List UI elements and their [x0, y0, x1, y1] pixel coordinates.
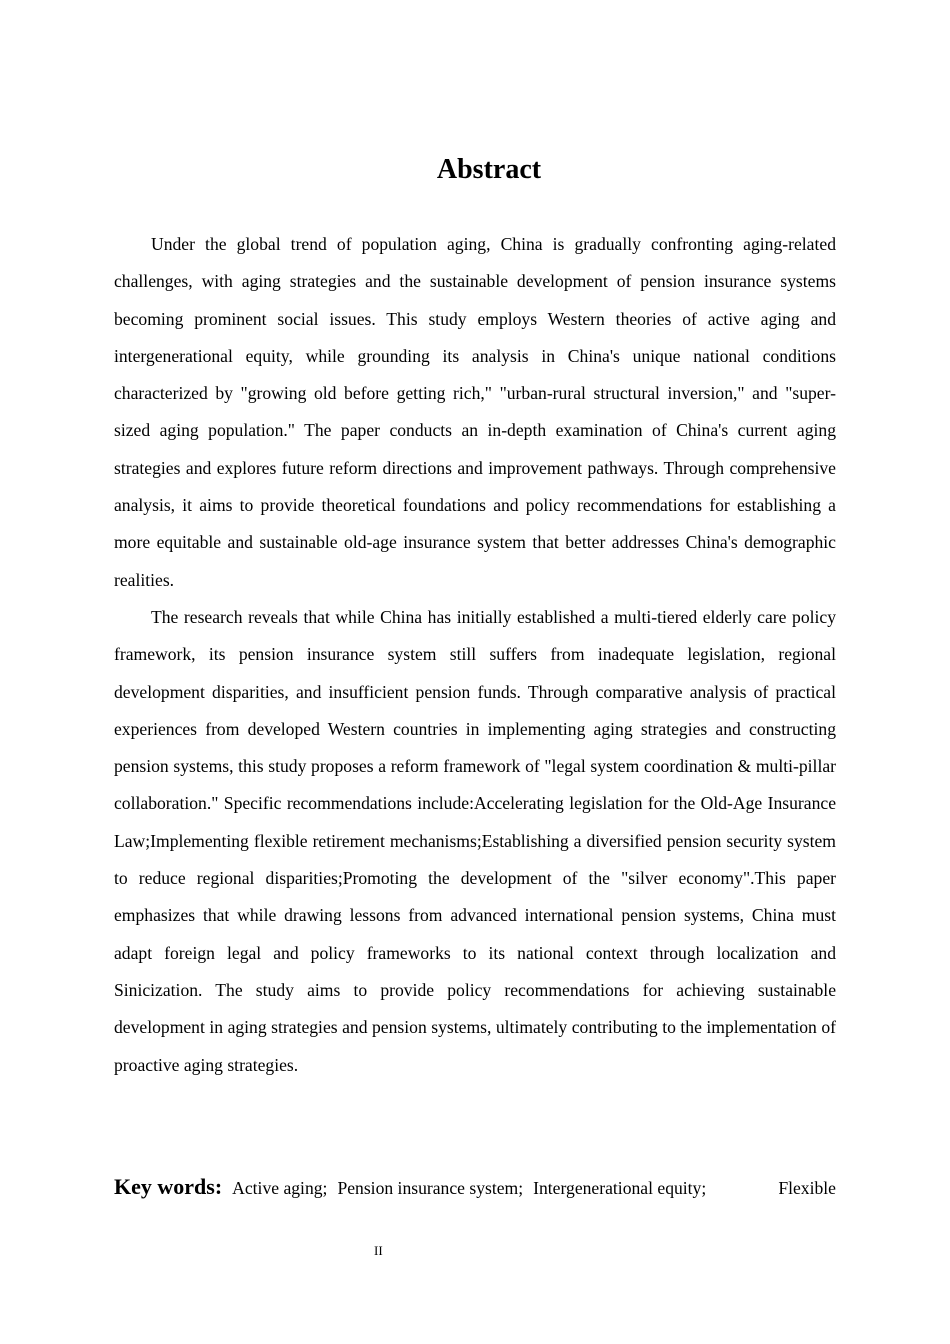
abstract-paragraph-1: Under the global trend of population aging, China is gradually confronting aging-related challenges, with aging strategies and the sustainable development of pension insurance systems becoming prominent social issues. This study employs Western theories of active aging and intergenerational equity, while grounding its analysis in China's unique national conditions characterized by "growing old before getting rich," "urban-rural structural inversion," and "super-sized aging population." The paper conducts an in-depth examination of China's current aging strategies and explores future reform directions and improvement pathways. Through comprehensive analysis, it aims to provide theoretical foundations and policy recommendations for establishing a more equitable and sustainable old-age insurance system that better addresses China's demographic realities.: [114, 234, 836, 590]
keyword-item: Active aging;: [232, 1178, 328, 1198]
keyword-item: Intergenerational equity;: [533, 1178, 707, 1198]
keywords-label: Key words:: [114, 1174, 223, 1199]
page-number: II: [374, 1243, 383, 1258]
keywords-line: [114, 1168, 836, 1207]
abstract-title: Abstract: [436, 154, 542, 185]
abstract-paragraph-2: The research reveals that while China has initially established a multi-tiered elderly care policy framework, its pension insurance system still suffers from inadequate legislation, regional development disparities, and insufficient pension funds. Through comparative analysis of practical experiences from developed Western countries in implementing aging strategies and constructing pension systems, this study proposes a reform framework of "legal system coordination & multi-pillar collaboration." Specific recommendations include:Accelerating legislation for the Old-Age Insurance Law;Implementing flexible retirement mechanisms;Establishing a diversified pension security system to reduce regional disparities;Promoting the development of the "silver economy".This paper emphasizes that while drawing lessons from advanced international pension systems, China must adapt foreign legal and policy frameworks to its national context through localization and Sinicization. The study aims to provide policy recommendations for achieving sustainable development in aging strategies and pension systems, ultimately contributing to the implementation of proactive aging strategies.: [114, 606, 836, 1075]
keyword-item: Pension insurance system;: [337, 1178, 524, 1198]
abstract-body: [114, 226, 836, 1084]
keyword-item: Flexible: [778, 1178, 836, 1198]
keywords-list: [232, 1170, 836, 1207]
